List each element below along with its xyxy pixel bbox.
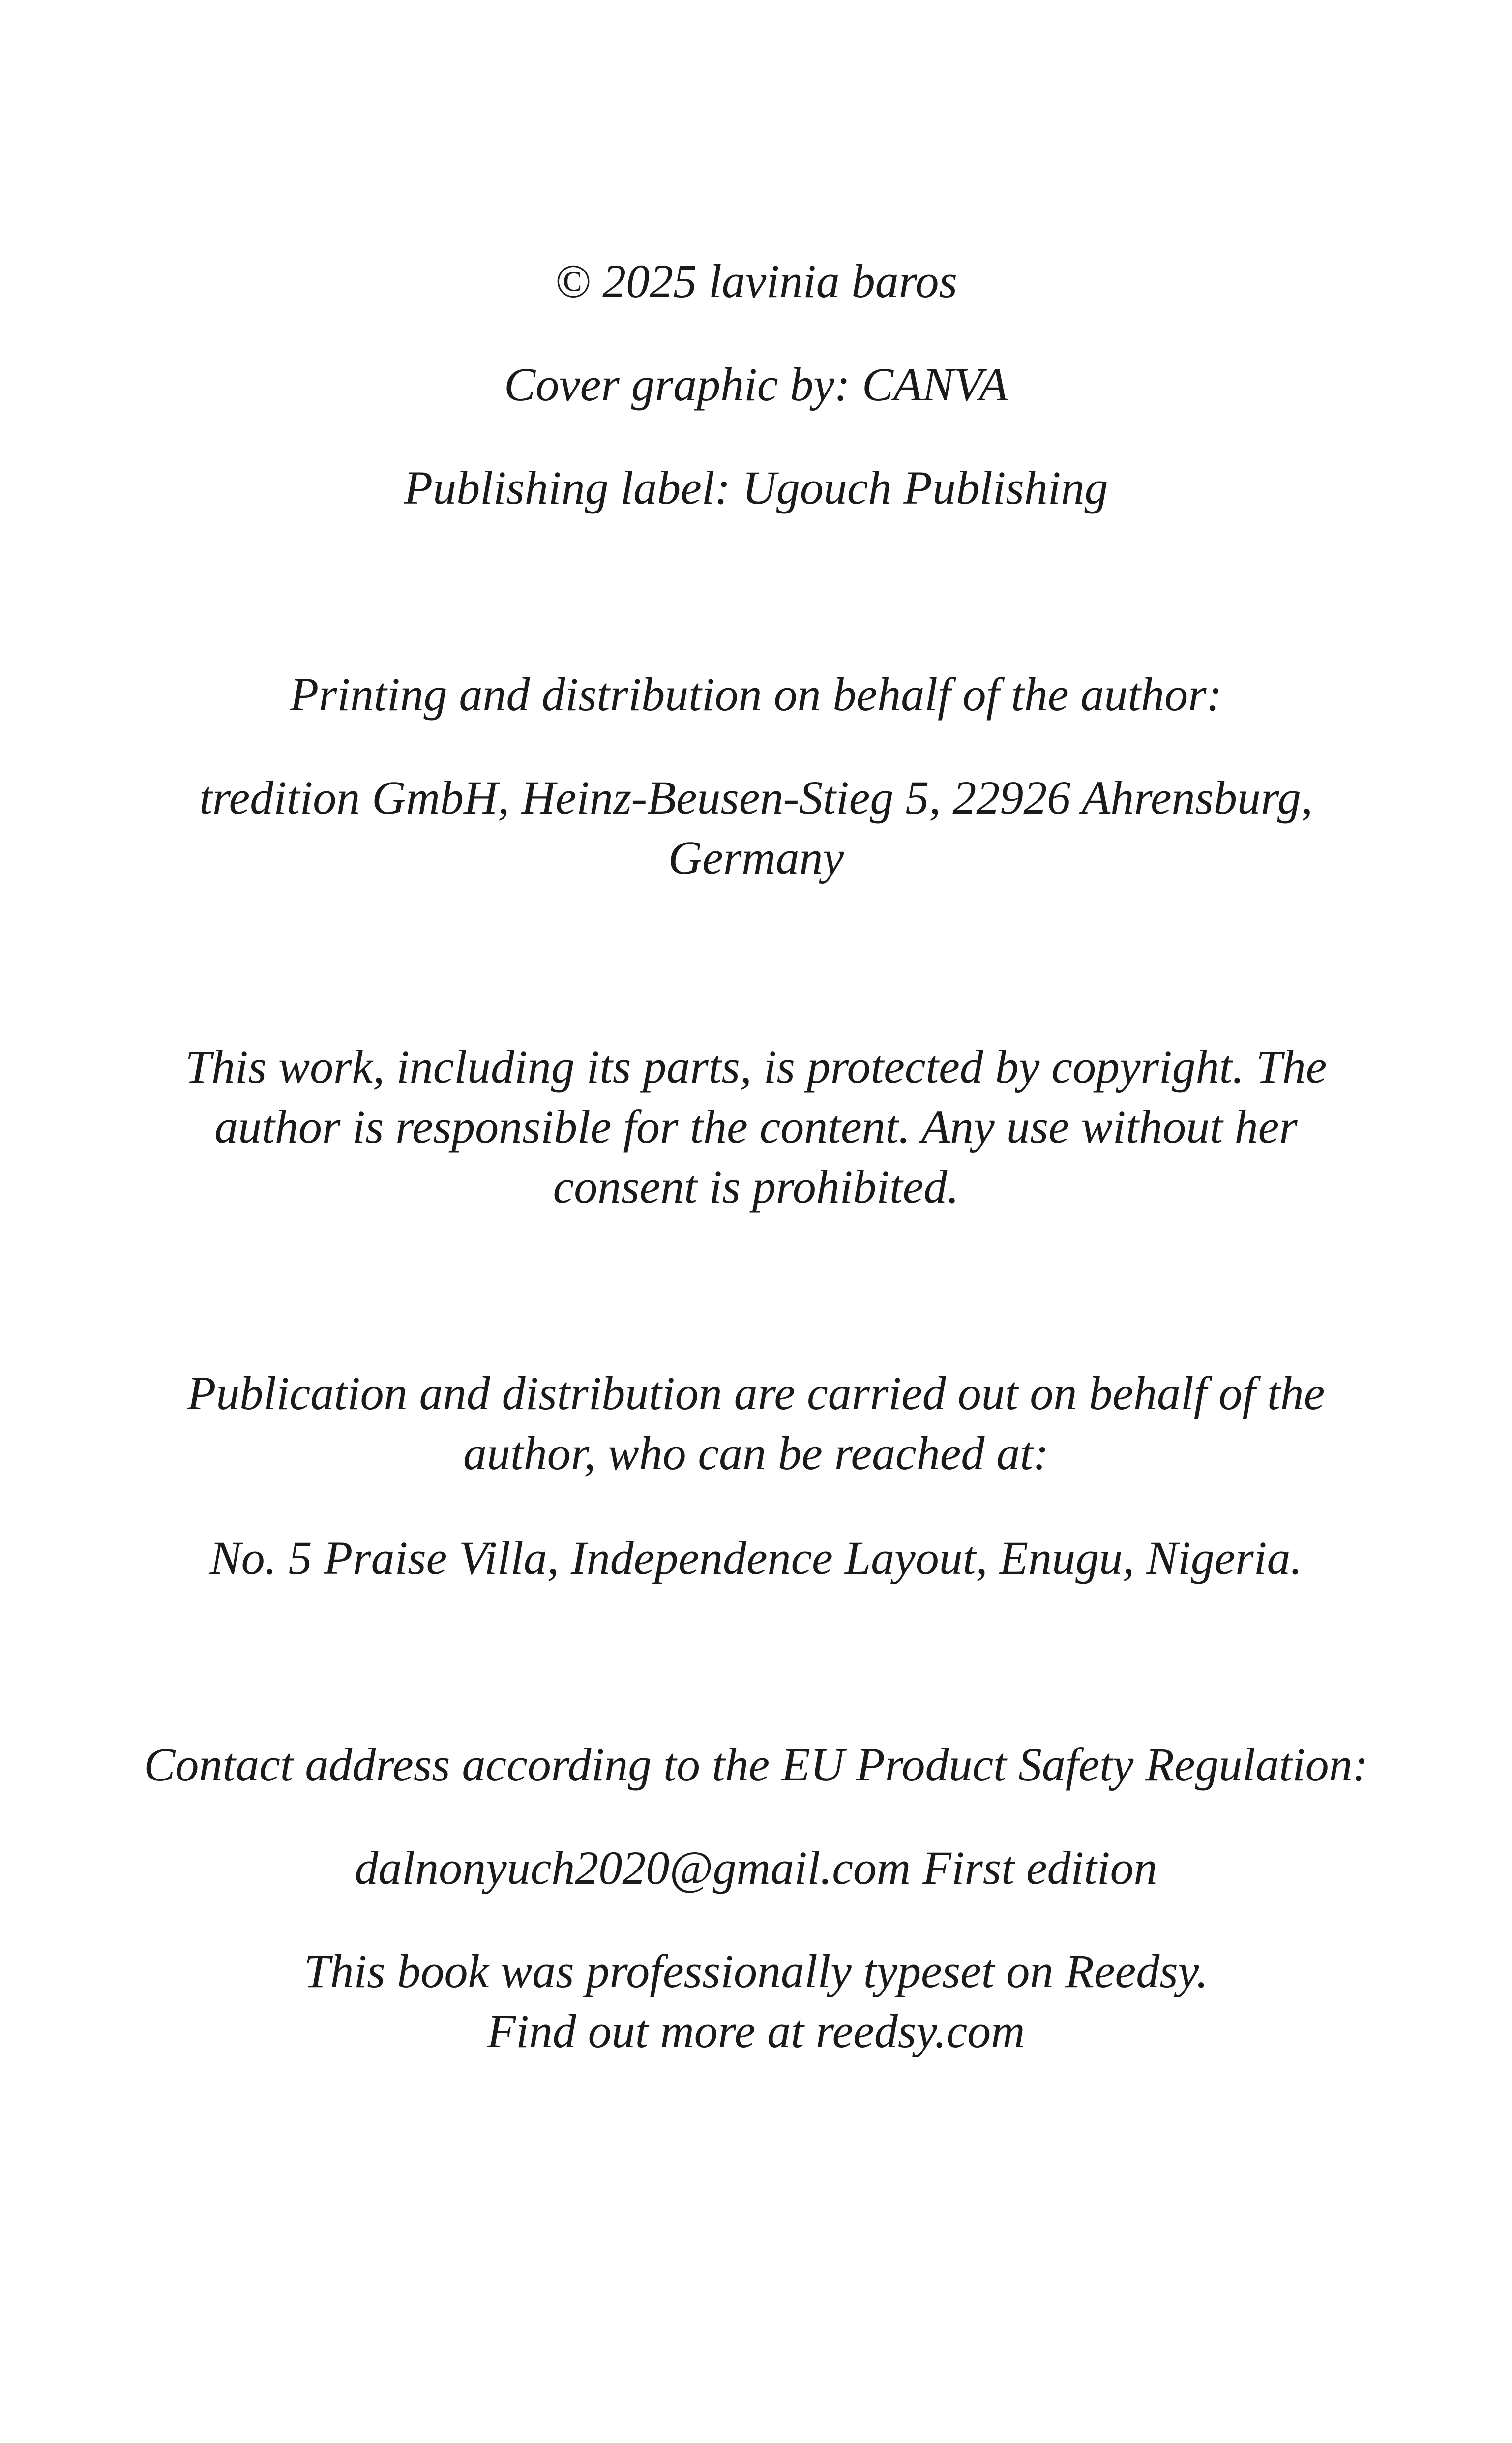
printer-address-line1: tredition GmbH, Heinz-Beusen-Stieg 5, 22926 Ahrensburg, <box>199 771 1313 824</box>
typeset-line1: This book was professionally typeset on Reedsy. <box>304 1945 1208 1997</box>
cover-graphic-credit: Cover graphic by: CANVA <box>504 358 1008 411</box>
publishing-label: Publishing label: Ugouch Publishing <box>404 461 1108 514</box>
printer-address-line2: Germany <box>668 831 844 884</box>
printing-heading: Printing and distribution on behalf of the author: <box>290 668 1222 721</box>
publication-notice: Publication and distribution are carried out on behalf of the author, who can be reached at: <box>187 1367 1325 1479</box>
copyright-notice: This work, including its parts, is protected by copyright. The author is responsible for the content. Any use without her consent is prohibited. <box>185 1040 1327 1213</box>
author-address: No. 5 Praise Villa, Independence Layout, Enugu, Nigeria. <box>209 1532 1303 1584</box>
typeset-line2: Find out more at reedsy.com <box>487 2005 1025 2057</box>
contact-email-edition: dalnonyuch2020@gmail.com First edition <box>355 1841 1157 1894</box>
eu-contact-heading: Contact address according to the EU Product Safety Regulation: <box>144 1738 1368 1791</box>
copyright-line: © 2025 lavinia baros <box>555 255 957 307</box>
